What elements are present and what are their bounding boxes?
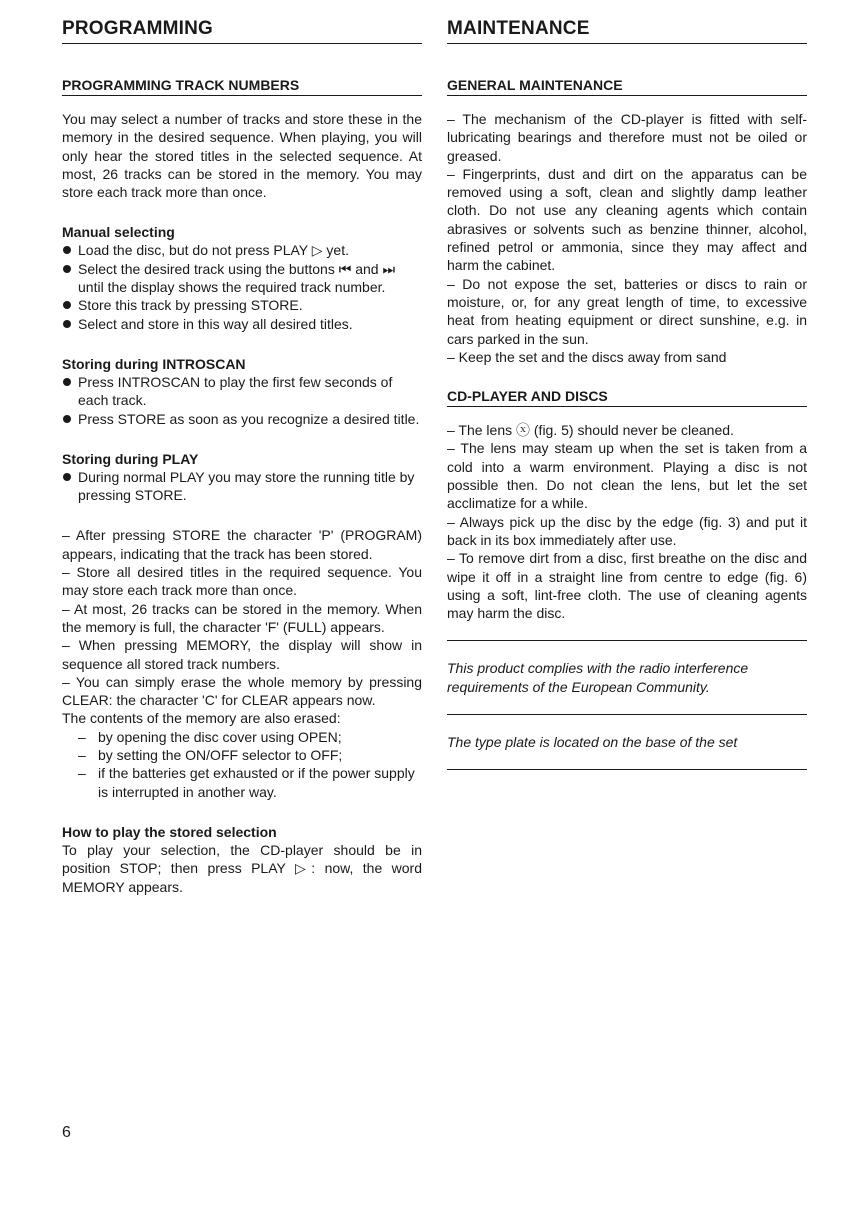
maintenance-header: MAINTENANCE xyxy=(447,18,807,44)
left-column xyxy=(62,18,422,896)
note-paragraph: – After pressing STORE the character 'P' (PROGRAM) appears, indicating that the track has been stored. xyxy=(62,527,422,562)
cd-paragraph: – The lens ⓧ (fig. 5) should never be cleaned. xyxy=(447,422,734,439)
note-paragraph: – At most, 26 tracks can be stored in the memory. When the memory is full, the character 'F' (FULL) appears. xyxy=(62,600,422,635)
note-paragraph: – You can simply erase the whole memory by pressing CLEAR: the character 'C' for CLEAR appears now. xyxy=(62,673,422,709)
bullet-icon xyxy=(63,246,71,254)
programming-intro: You may select a number of tracks and store these in the memory in the desired sequence. When playing, you will only hear the stored titles in the selected sequence. At most, 26 tracks can be stored in the memory. You may store each track more than once. xyxy=(62,111,422,201)
play-stored-selection-text: To play your selection, the CD-player should be in position STOP; then press PLAY ▷: now, the word MEMORY appears. xyxy=(62,841,422,895)
maintenance-paragraph: – Keep the set and the discs away from sand xyxy=(447,348,727,365)
list-item: – if the batteries get exhausted or if the power supply is interrupted in another way. xyxy=(78,765,415,800)
manual-selecting-list xyxy=(62,241,422,332)
programming-header: PROGRAMMING xyxy=(62,18,422,44)
programming-track-numbers-title: PROGRAMMING TRACK NUMBERS xyxy=(62,77,422,96)
maintenance-paragraph: – The mechanism of the CD-player is fitted with self-lubricating bearings and therefore must not be oiled or greased. xyxy=(447,111,807,164)
cd-paragraph: – To remove dirt from a disc, first breathe on the disc and wipe it off in a straight line from centre to edge (fig. 6) using a soft, lint-free cloth. The use of cleaning agents may harm the disc. xyxy=(447,550,807,622)
bullet-icon xyxy=(63,320,71,328)
cd-player-discs-title: CD-PLAYER AND DISCS xyxy=(447,388,807,407)
maintenance-paragraph: – Do not expose the set, batteries or discs to rain or moisture, or, for any great length of time, to excessive heat from heating equipment or direct sunshine, e.g. in cars parked in the sun. xyxy=(447,275,807,347)
bullet-icon xyxy=(63,473,71,481)
list-item: Store this track by pressing STORE. xyxy=(62,296,422,314)
list-item: Press INTROSCAN to play the first few seconds of each track. xyxy=(62,373,422,410)
storing-introscan-title: Storing during INTROSCAN xyxy=(62,355,246,372)
type-plate-note: The type plate is located on the base of the set xyxy=(447,734,738,751)
right-column xyxy=(447,18,807,770)
storing-play-title: Storing during PLAY xyxy=(62,450,199,467)
list-item: – by setting the ON/OFF selector to OFF; xyxy=(78,747,343,764)
list-item: Select the desired track using the buttons ⏮ and ⏭ until the display shows the required track number. xyxy=(62,260,422,297)
note-paragraph: The contents of the memory are also erased: xyxy=(62,710,341,727)
general-maintenance-title: GENERAL MAINTENANCE xyxy=(447,77,807,96)
bullet-icon xyxy=(63,301,71,309)
introscan-list xyxy=(62,373,422,428)
play-list xyxy=(62,468,422,505)
page-number: 6 xyxy=(62,1124,71,1141)
note-paragraph: – When pressing MEMORY, the display will show in sequence all stored track numbers. xyxy=(62,637,422,672)
cd-paragraph: – The lens may steam up when the set is taken from a cold into a warm environment. Playing a disc is not possible then. Do not clean the lens, but let the set acclimatize for a while. xyxy=(447,440,807,512)
bullet-icon xyxy=(63,415,71,423)
play-stored-selection-title: How to play the stored selection xyxy=(62,823,277,840)
list-item: – by opening the disc cover using OPEN; xyxy=(78,728,342,745)
erase-list xyxy=(62,728,422,801)
maintenance-paragraph: – Fingerprints, dust and dirt on the apparatus can be removed using a soft, clean and slightly damp leather cloth. Do not use any cleaning agents which contain abrasives or solvents such as benzine thinner, alcohol, refined petrol or ammonia, since they may affect and harm the cabinet. xyxy=(447,165,807,274)
bullet-icon xyxy=(63,265,71,273)
bullet-icon xyxy=(63,378,71,386)
list-item: During normal PLAY you may store the running title by pressing STORE. xyxy=(62,468,422,505)
divider xyxy=(447,769,807,770)
list-item: Select and store in this way all desired titles. xyxy=(62,315,422,333)
manual-selecting-title: Manual selecting xyxy=(62,224,175,241)
cd-paragraph: – Always pick up the disc by the edge (fig. 3) and put it back in its box immediately after use. xyxy=(447,513,807,548)
list-item: Press STORE as soon as you recognize a desired title. xyxy=(62,410,422,428)
note-paragraph: – Store all desired titles in the required sequence. You may store each track more than once. xyxy=(62,564,422,599)
list-item: Load the disc, but do not press PLAY ▷ yet. xyxy=(62,241,422,259)
compliance-note: This product complies with the radio interference requirements of the European Community. xyxy=(447,660,749,695)
